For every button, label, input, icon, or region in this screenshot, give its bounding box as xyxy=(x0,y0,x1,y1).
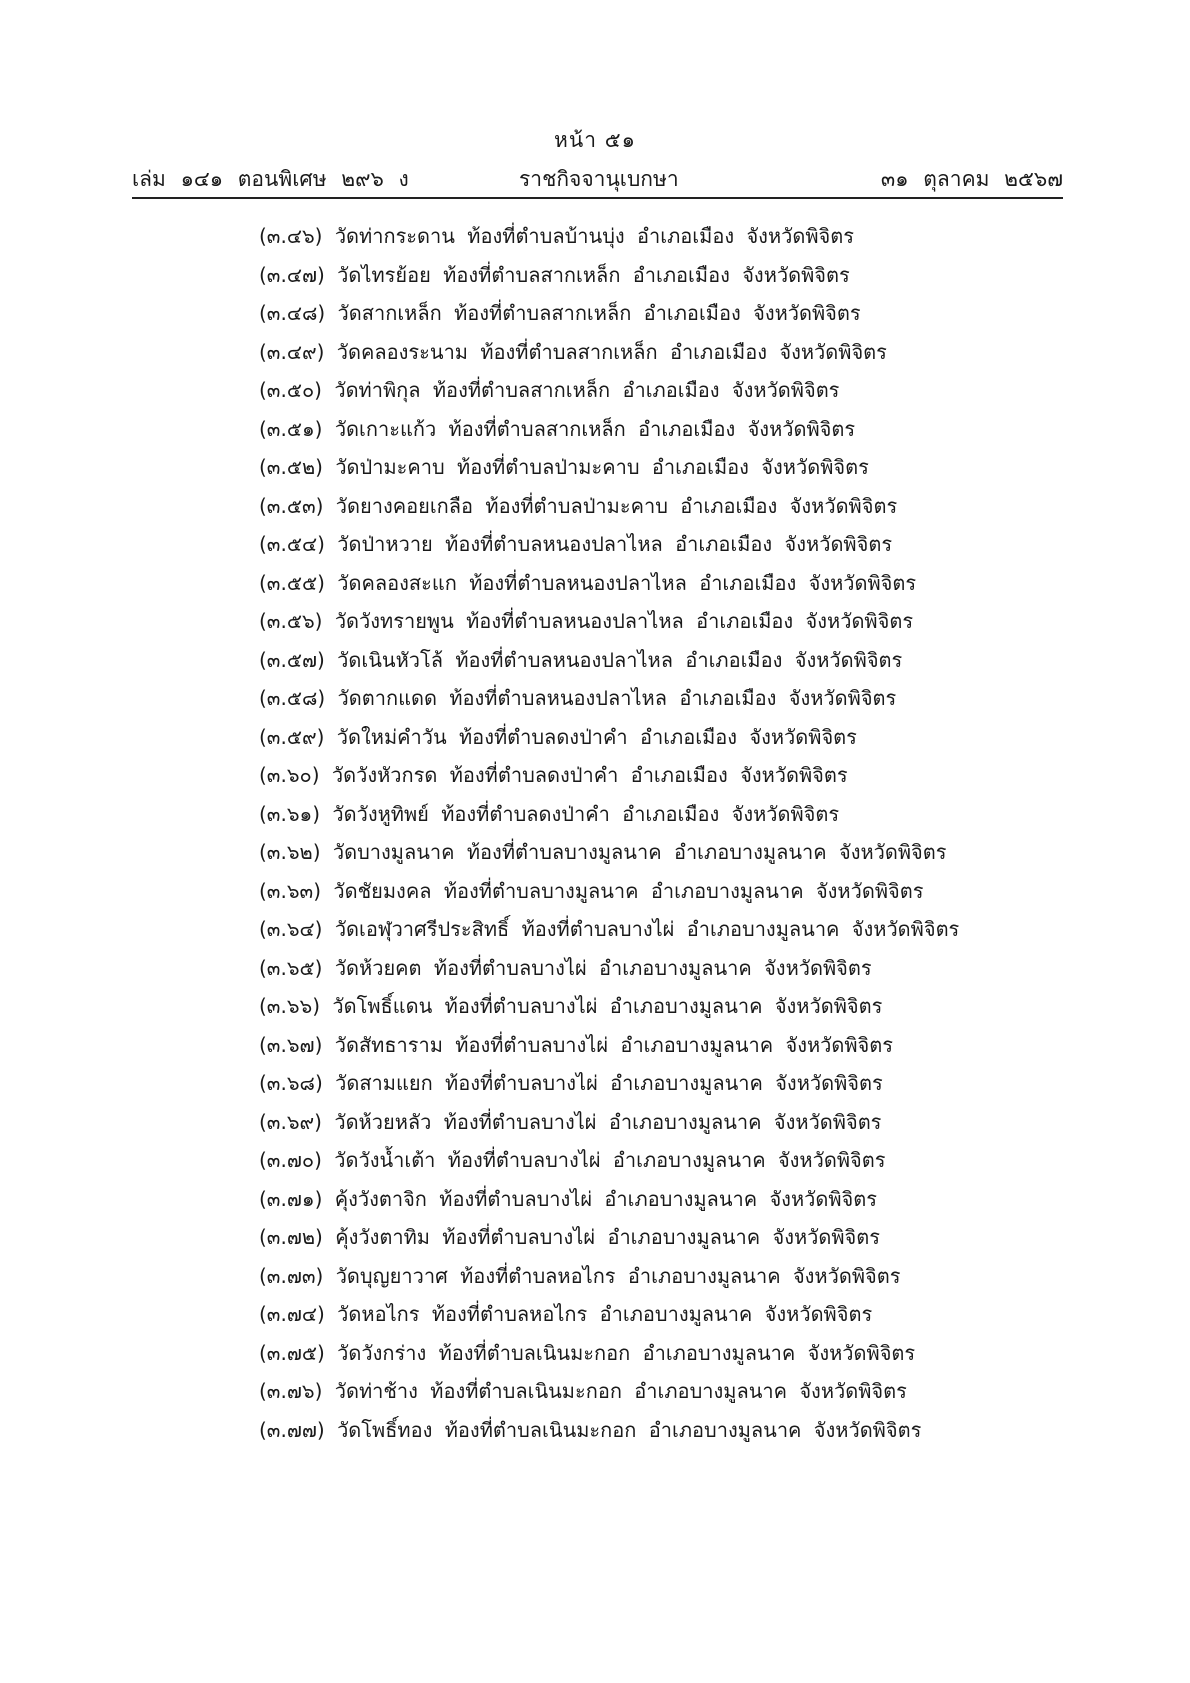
list-item: (๓.๕๔) วัดป่าหวาย ท้องที่ตำบลหนองปลาไหล อำเภอเมือง จังหวัดพิจิตร xyxy=(259,532,893,556)
temple-list xyxy=(259,221,1119,1453)
list-item: (๓.๗๑) คุ้งวังตาจิก ท้องที่ตำบลบางไผ่ อำเภอบางมูลนาค จังหวัดพิจิตร xyxy=(259,1186,877,1211)
list-item: (๓.๗๗) วัดโพธิ์ทอง ท้องที่ตำบลเนินมะกอก อำเภอบางมูลนาค จังหวัดพิจิตร xyxy=(259,1417,922,1442)
list-item: (๓.๕๒) วัดป่ามะคาบ ท้องที่ตำบลป่ามะคาบ อำเภอเมือง จังหวัดพิจิตร xyxy=(259,455,869,479)
list-item: (๓.๗๐) วัดวังน้ำเต้า ท้องที่ตำบลบางไผ่ อำเภอบางมูลนาค จังหวัดพิจิตร xyxy=(259,1148,886,1172)
list-item: (๓.๕๐) วัดท่าพิกุล ท้องที่ตำบลสากเหล็ก อำเภอเมือง จังหวัดพิจิตร xyxy=(259,378,840,402)
list-item: (๓.๕๖) วัดวังทรายพูน ท้องที่ตำบลหนองปลาไหล อำเภอเมือง จังหวัดพิจิตร xyxy=(259,609,914,633)
list-item: (๓.๗๓) วัดบุญยาวาศ ท้องที่ตำบลหอไกร อำเภอบางมูลนาค จังหวัดพิจิตร xyxy=(259,1263,901,1288)
list-item: (๓.๕๙) วัดใหม่คำวัน ท้องที่ตำบลดงป่าคำ อำเภอเมือง จังหวัดพิจิตร xyxy=(259,724,857,749)
list-item: (๓.๔๘) วัดสากเหล็ก ท้องที่ตำบลสากเหล็ก อำเภอเมือง จังหวัดพิจิตร xyxy=(259,301,861,325)
list-item: (๓.๕๓) วัดยางคอยเกลือ ท้องที่ตำบลป่ามะคาบ อำเภอเมือง จังหวัดพิจิตร xyxy=(259,493,898,518)
list-item: (๓.๔๖) วัดท่ากระดาน ท้องที่ตำบลบ้านบุ่ง อำเภอเมือง จังหวัดพิจิตร xyxy=(259,224,854,248)
gazette-header xyxy=(132,163,1063,193)
list-item: (๓.๗๕) วัดวังกร่าง ท้องที่ตำบลเนินมะกอก อำเภอบางมูลนาค จังหวัดพิจิตร xyxy=(259,1340,916,1365)
list-item: (๓.๖๗) วัดสัทธาราม ท้องที่ตำบลบางไผ่ อำเภอบางมูลนาค จังหวัดพิจิตร xyxy=(259,1032,893,1057)
list-item: (๓.๕๑) วัดเกาะแก้ว ท้องที่ตำบลสากเหล็ก อำเภอเมือง จังหวัดพิจิตร xyxy=(259,416,856,441)
list-item: (๓.๖๐) วัดวังหัวกรด ท้องที่ตำบลดงป่าคำ อำเภอเมือง จังหวัดพิจิตร xyxy=(259,763,848,787)
page-number: หน้า ๕๑ xyxy=(554,128,636,152)
list-item: (๓.๖๙) วัดห้วยหลัว ท้องที่ตำบลบางไผ่ อำเภอบางมูลนาค จังหวัดพิจิตร xyxy=(259,1109,882,1134)
publication-title: ราชกิจจานุเบกษา xyxy=(519,167,679,191)
list-item: (๓.๕๕) วัดคลองสะแก ท้องที่ตำบลหนองปลาไหล อำเภอเมือง จังหวัดพิจิตร xyxy=(259,570,917,595)
volume-issue: เล่ม ๑๔๑ ตอนพิเศษ ๒๙๖ ง xyxy=(132,167,409,191)
list-item: (๓.๕๘) วัดตากแดด ท้องที่ตำบลหนองปลาไหล อำเภอเมือง จังหวัดพิจิตร xyxy=(259,686,897,710)
list-item: (๓.๖๔) วัดเอฬุวาศรีประสิทธิ์ ท้องที่ตำบลบางไผ่ อำเภอบางมูลนาค จังหวัดพิจิตร xyxy=(259,917,960,941)
list-item: (๓.๖๒) วัดบางมูลนาค ท้องที่ตำบลบางมูลนาค อำเภอบางมูลนาค จังหวัดพิจิตร xyxy=(259,840,947,864)
list-item: (๓.๖๘) วัดสามแยก ท้องที่ตำบลบางไผ่ อำเภอบางมูลนาค จังหวัดพิจิตร xyxy=(259,1071,883,1095)
list-item: (๓.๖๖) วัดโพธิ์แดน ท้องที่ตำบลบางไผ่ อำเภอบางมูลนาค จังหวัดพิจิตร xyxy=(259,994,883,1018)
publication-date: ๓๑ ตุลาคม ๒๕๖๗ xyxy=(880,167,1063,191)
list-item: (๓.๖๕) วัดห้วยคต ท้องที่ตำบลบางไผ่ อำเภอบางมูลนาค จังหวัดพิจิตร xyxy=(259,955,872,980)
list-item: (๓.๔๙) วัดคลองระนาม ท้องที่ตำบลสากเหล็ก อำเภอเมือง จังหวัดพิจิตร xyxy=(259,339,887,364)
list-item: (๓.๔๗) วัดไทรย้อย ท้องที่ตำบลสากเหล็ก อำเภอเมือง จังหวัดพิจิตร xyxy=(259,262,850,287)
list-item: (๓.๗๒) คุ้งวังตาทิม ท้องที่ตำบลบางไผ่ อำเภอบางมูลนาค จังหวัดพิจิตร xyxy=(259,1225,881,1249)
list-item: (๓.๗๖) วัดท่าช้าง ท้องที่ตำบลเนินมะกอก อำเภอบางมูลนาค จังหวัดพิจิตร xyxy=(259,1379,907,1403)
list-item: (๓.๕๗) วัดเนินหัวโล้ ท้องที่ตำบลหนองปลาไหล อำเภอเมือง จังหวัดพิจิตร xyxy=(259,647,903,672)
list-item: (๓.๖๑) วัดวังหูทิพย์ ท้องที่ตำบลดงป่าคำ อำเภอเมือง จังหวัดพิจิตร xyxy=(259,801,840,826)
header-divider xyxy=(132,197,1063,199)
list-item: (๓.๖๓) วัดชัยมงคล ท้องที่ตำบลบางมูลนาค อำเภอบางมูลนาค จังหวัดพิจิตร xyxy=(259,878,924,903)
list-item: (๓.๗๔) วัดหอไกร ท้องที่ตำบลหอไกร อำเภอบางมูลนาค จังหวัดพิจิตร xyxy=(259,1302,873,1326)
